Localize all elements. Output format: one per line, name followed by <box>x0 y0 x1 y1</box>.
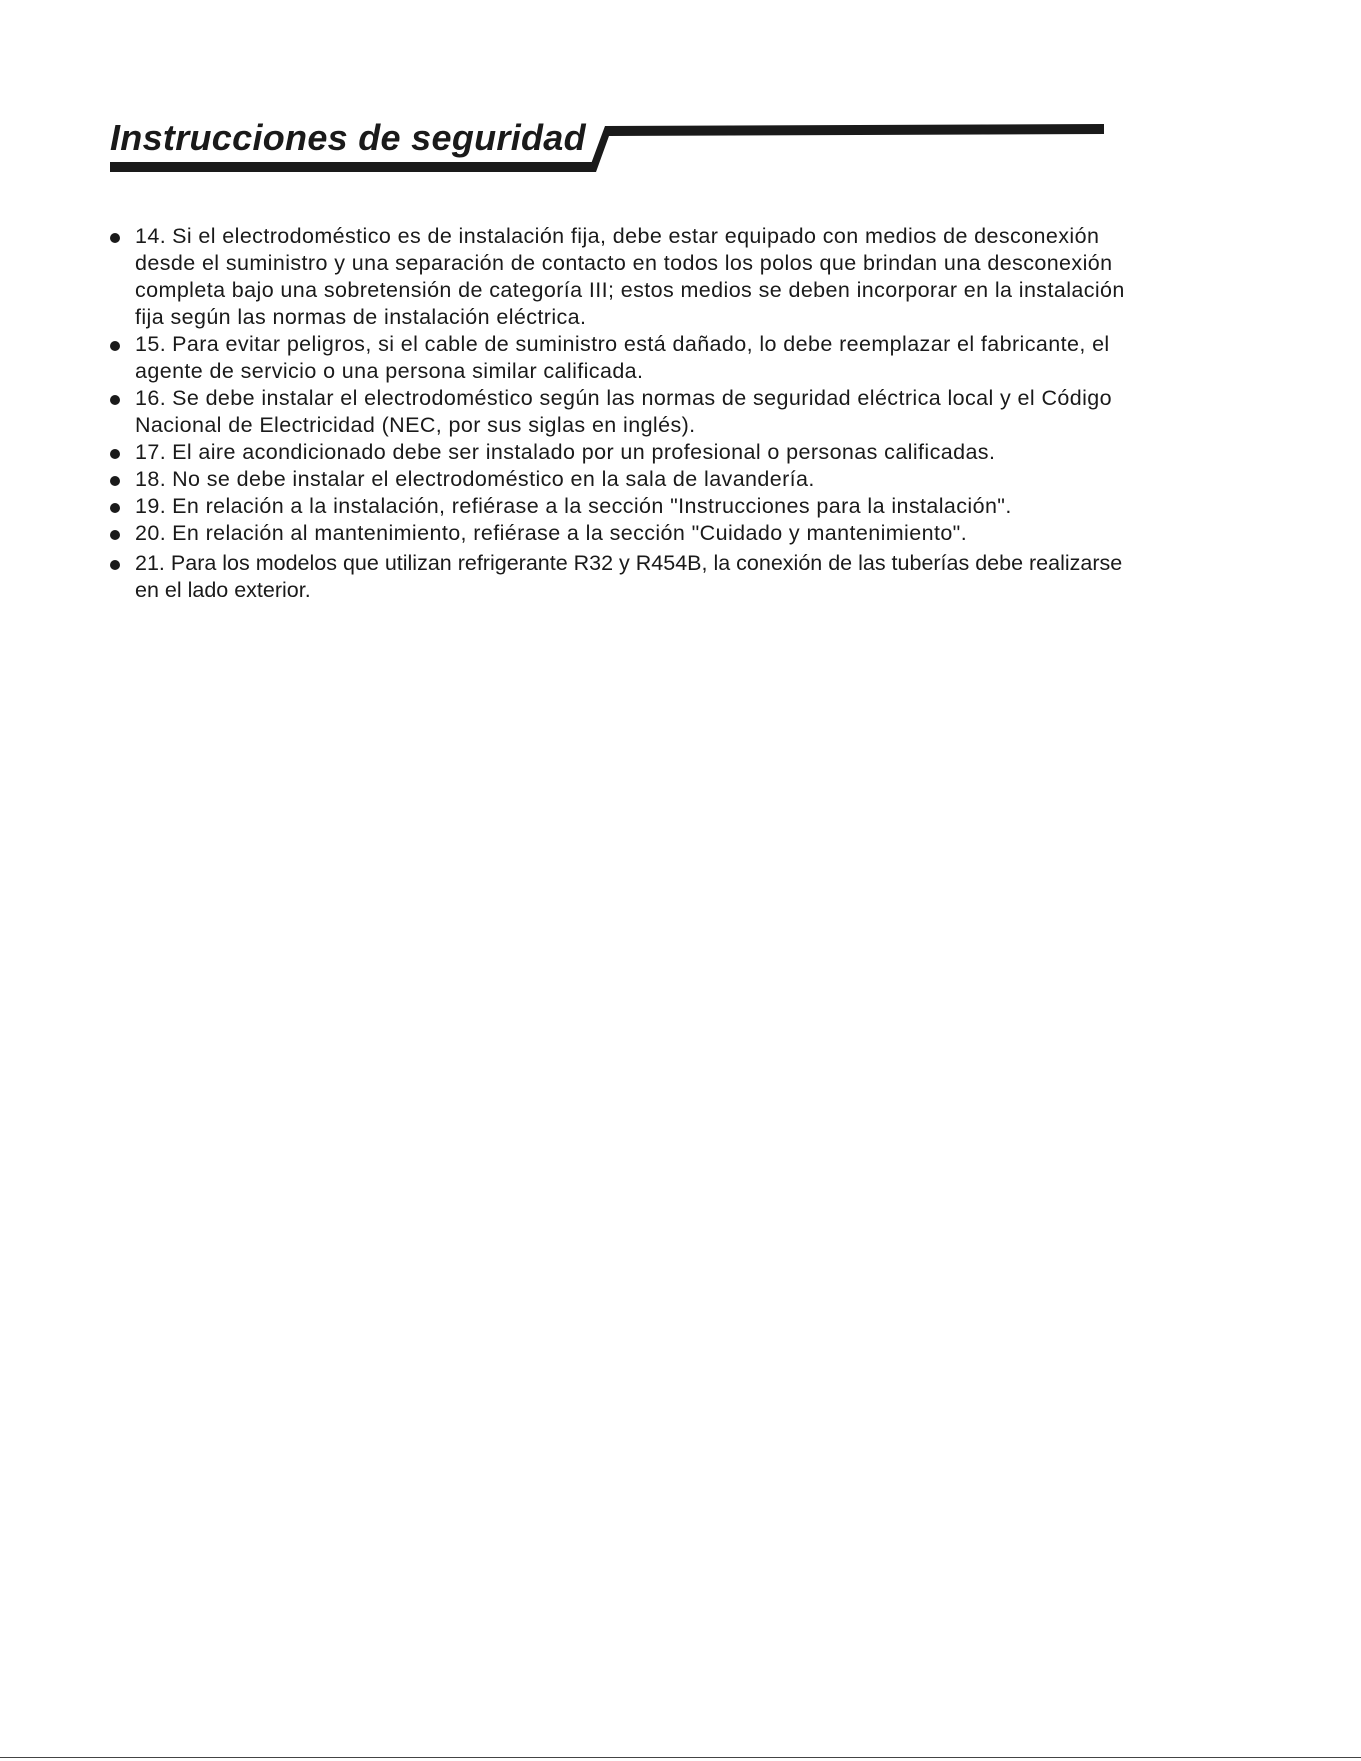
bullet-icon <box>110 233 120 243</box>
item-number: 17. <box>135 440 167 464</box>
list-item <box>110 439 1130 466</box>
item-number: 18. <box>135 467 167 491</box>
list-item <box>110 223 1130 331</box>
item-number: 19. <box>135 494 167 518</box>
item-number: 16. <box>135 386 167 410</box>
item-text <box>135 439 1130 466</box>
item-body: Si el electrodoméstico es de instalación fija, debe estar equipado con medios de desconexión desde el suministro y una separación de contacto en todos los polos que brindan una desconexión completa bajo una sobretensión de categoría III; estos medios se deben incorporar en la instalación fija según las normas de instalación eléctrica. <box>135 224 1125 329</box>
item-text <box>135 520 1130 547</box>
item-text <box>135 223 1130 331</box>
list-item <box>110 466 1130 493</box>
item-body: En relación a la instalación, refiérase a la sección "Instrucciones para la instalación". <box>172 494 1012 518</box>
bullet-icon <box>110 503 120 513</box>
page-bottom-rule <box>0 1757 1361 1758</box>
item-text <box>135 466 1130 493</box>
item-number: 21. <box>135 551 165 575</box>
item-body: Para los modelos que utilizan refrigerante R32 y R454B, la conexión de las tuberías debe realizarse en el lado exterior. <box>135 551 1123 602</box>
section-header <box>110 110 1110 180</box>
bullet-icon <box>110 449 120 459</box>
item-text <box>135 385 1130 439</box>
bullet-icon <box>110 530 120 540</box>
item-number: 15. <box>135 332 167 356</box>
item-text <box>135 550 1130 604</box>
item-body: El aire acondicionado debe ser instalado por un profesional o personas calificadas. <box>172 440 996 464</box>
item-body: Para evitar peligros, si el cable de suministro está dañado, lo debe reemplazar el fabricante, el agente de servicio o una persona similar calificada. <box>135 332 1110 383</box>
bullet-icon <box>110 395 120 405</box>
bullet-icon <box>110 560 120 570</box>
list-item <box>110 493 1130 520</box>
item-body: En relación al mantenimiento, refiérase a la sección "Cuidado y mantenimiento". <box>172 521 968 545</box>
item-text <box>135 493 1130 520</box>
list-item <box>110 385 1130 439</box>
list-item <box>110 550 1130 604</box>
page-title: Instrucciones de seguridad <box>110 117 586 158</box>
item-text <box>135 331 1130 385</box>
item-body: Se debe instalar el electrodoméstico según las normas de seguridad eléctrica local y el Código Nacional de Electricidad (NEC, por sus siglas en inglés). <box>135 386 1113 437</box>
bullet-icon <box>110 341 120 351</box>
safety-instructions-list <box>110 223 1130 604</box>
item-number: 20. <box>135 521 167 545</box>
list-item <box>110 520 1130 547</box>
item-number: 14. <box>135 224 167 248</box>
list-item <box>110 331 1130 385</box>
bullet-icon <box>110 476 120 486</box>
item-body: No se debe instalar el electrodoméstico en la sala de lavandería. <box>172 467 815 491</box>
